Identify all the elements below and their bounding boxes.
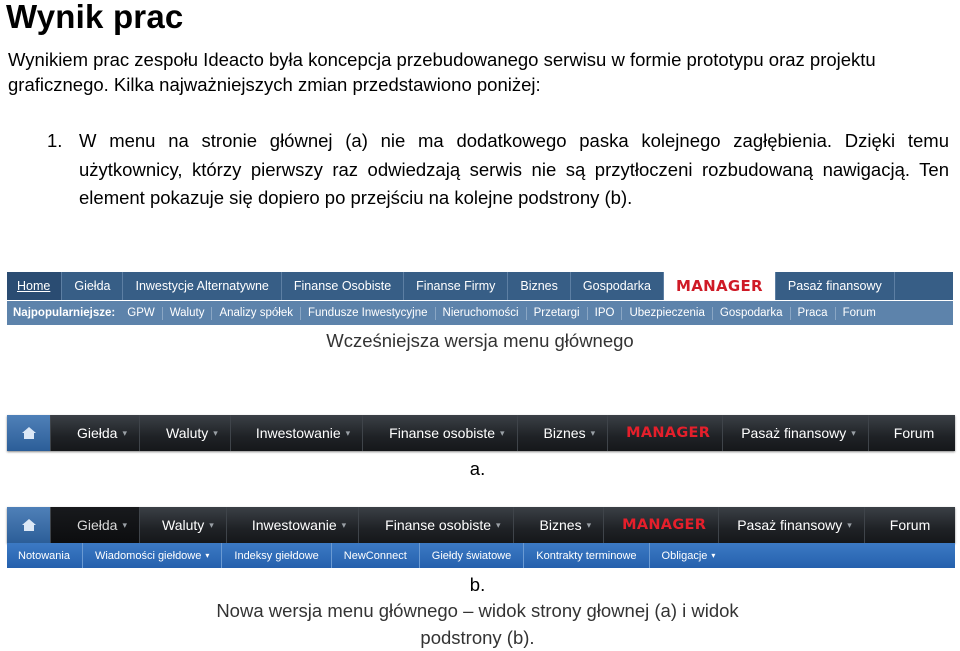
tab-label: Inwestowanie — [255, 425, 341, 441]
old-tab-gospodarka[interactable]: Gospodarka — [571, 272, 664, 300]
old-menu-screenshot — [7, 272, 953, 325]
chevron-down-icon: ▾ — [711, 551, 716, 560]
old-sub-item-forum[interactable]: Forum — [842, 306, 876, 319]
chevron-down-icon: ▾ — [847, 519, 852, 530]
final-caption-line-2: podstrony (b). — [420, 627, 535, 648]
chevron-down-icon: ▾ — [851, 427, 856, 438]
chevron-down-icon: ▾ — [209, 519, 214, 530]
list-item-text: W menu na stronie głównej (a) nie ma dodatkowego paska kolejnego zagłębienia. Dzięki temu użytkownicy, którzy pierwszy raz odwiedzają serwis nie są przytłoczeni rozbudowaną nawigacją. Ten element pokazuje się dopiero po przejściu na kolejne podstrony (b). — [79, 130, 949, 209]
tab-biznes[interactable] — [517, 415, 608, 451]
list-item-number: 1. — [47, 130, 63, 151]
chevron-down-icon: ▾ — [586, 519, 592, 530]
old-sub-item-ipo[interactable]: IPO — [588, 307, 623, 320]
sub-item-label: Obligacje — [661, 549, 708, 562]
home-icon — [21, 518, 37, 532]
home-button[interactable] — [7, 415, 50, 451]
tab-manager-logo[interactable]: MANAGER — [607, 415, 722, 451]
label-b: b. — [469, 574, 486, 595]
tab-forum[interactable]: Forum — [864, 507, 942, 543]
tab-inwestowanie[interactable] — [230, 415, 362, 451]
old-sub-item-fundusze[interactable]: Fundusze Inwestycyjne — [301, 307, 436, 320]
chevron-down-icon: ▾ — [341, 519, 347, 530]
old-menu-sub-bar — [7, 301, 953, 325]
page-title: Wynik prac — [6, 0, 184, 35]
tab-label: Finanse osobiste — [385, 517, 492, 533]
old-tab-manager-logo[interactable]: MANAGER — [664, 272, 776, 300]
tab-gielda-active[interactable] — [50, 507, 139, 543]
old-sub-item-przetargi[interactable]: Przetargi — [527, 307, 588, 320]
tab-label: Inwestowanie — [251, 517, 337, 533]
sub-item-obligacje[interactable] — [649, 543, 728, 568]
chevron-down-icon: ▾ — [496, 519, 501, 530]
old-tab-biznes[interactable]: Biznes — [508, 272, 571, 300]
tab-pasaz-finansowy[interactable] — [718, 507, 864, 543]
old-sub-item-waluty[interactable]: Waluty — [163, 307, 213, 320]
tab-label: Finanse osobiste — [389, 425, 496, 441]
tab-waluty[interactable] — [139, 507, 226, 543]
tab-finanse-osobiste[interactable] — [358, 507, 512, 543]
new-menu-b-sub-bar — [7, 543, 955, 568]
chevron-down-icon: ▾ — [122, 427, 127, 438]
tab-label: Giełda — [77, 517, 118, 533]
tab-label: Waluty — [162, 517, 205, 533]
intro-paragraph: Wynikiem prac zespołu Ideacto była koncepcja przebudowanego serwisu w formie prototypu oraz projektu graficznego. Kilka najważniejszych zmian przedstawiono poniżej: — [8, 49, 876, 95]
tab-label: Waluty — [166, 425, 209, 441]
sub-item-wiadomosci-gieldowe[interactable] — [82, 543, 221, 568]
sub-item-label: Wiadomości giełdowe — [94, 549, 202, 562]
sub-item-gieldy-swiatowe[interactable]: Giełdy światowe — [419, 543, 523, 568]
tab-label: Pasaż finansowy — [741, 425, 847, 441]
old-sub-item-praca[interactable]: Praca — [791, 307, 836, 320]
old-tab-gielda[interactable]: Giełda — [62, 272, 123, 300]
tab-label: Pasaż finansowy — [737, 517, 843, 533]
chevron-down-icon: ▾ — [205, 551, 210, 560]
tab-manager-logo[interactable]: MANAGER — [603, 507, 718, 543]
old-tab-finanse-firmy[interactable]: Finanse Firmy — [404, 272, 508, 300]
old-sub-item-gpw[interactable]: GPW — [120, 307, 162, 320]
sub-item-indeksy-gieldowe[interactable]: Indeksy giełdowe — [221, 543, 330, 568]
old-sub-item-analizy[interactable]: Analizy spółek — [212, 307, 301, 320]
old-tab-finanse-osobiste[interactable]: Finanse Osobiste — [282, 272, 404, 300]
tab-gielda[interactable] — [50, 415, 139, 451]
tab-biznes[interactable] — [513, 507, 604, 543]
old-sub-item-nieruchomosci[interactable]: Nieruchomości — [436, 307, 527, 320]
label-a: a. — [469, 458, 486, 479]
sub-item-kontrakty-terminowe[interactable]: Kontrakty terminowe — [523, 543, 648, 568]
tab-label: Giełda — [77, 425, 118, 441]
old-sub-lead-label: Najpopularniejsze: — [13, 306, 116, 319]
tab-forum[interactable]: Forum — [868, 415, 946, 451]
new-menu-a-bar — [7, 415, 955, 451]
tab-finanse-osobiste[interactable] — [362, 415, 516, 451]
old-sub-item-gospodarka[interactable]: Gospodarka — [713, 307, 791, 320]
tab-label: Biznes — [539, 517, 582, 533]
chevron-down-icon: ▾ — [590, 427, 596, 438]
tab-pasaz-finansowy[interactable] — [722, 415, 868, 451]
chevron-down-icon: ▾ — [500, 427, 505, 438]
new-menu-b-bar — [7, 507, 955, 543]
old-tab-pasaz-finansowy[interactable]: Pasaż finansowy — [776, 272, 895, 300]
old-menu-caption: Wcześniejsza wersja menu głównego — [326, 330, 634, 351]
chevron-down-icon: ▾ — [213, 427, 218, 438]
home-icon — [21, 426, 37, 440]
chevron-down-icon: ▾ — [122, 519, 127, 530]
old-menu-main-bar — [7, 272, 953, 300]
sub-item-notowania[interactable]: Notowania — [18, 549, 70, 562]
old-sub-item-ubezpieczenia[interactable]: Ubezpieczenia — [622, 307, 712, 320]
home-button[interactable] — [7, 507, 50, 543]
tab-label: Biznes — [543, 425, 586, 441]
tab-waluty[interactable] — [139, 415, 230, 451]
sub-item-newconnect[interactable]: NewConnect — [331, 543, 419, 568]
final-caption-line-1: Nowa wersja menu głównego – widok strony głownej (a) i widok — [216, 600, 739, 621]
old-tab-home[interactable]: Home — [7, 272, 62, 300]
chevron-down-icon: ▾ — [345, 427, 351, 438]
old-tab-inwestycje-alternatywne[interactable]: Inwestycje Alternatywne — [123, 272, 281, 300]
tab-inwestowanie[interactable] — [226, 507, 358, 543]
